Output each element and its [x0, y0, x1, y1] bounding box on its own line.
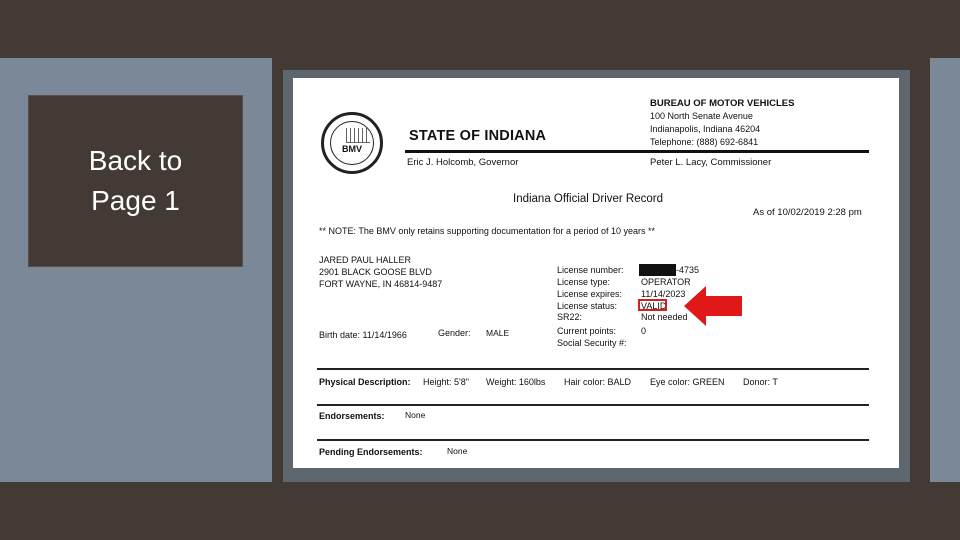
- ssn-label: Social Security #:: [557, 338, 627, 348]
- back-button-line2: Page 1: [91, 185, 180, 216]
- license-status-value: VALID: [641, 301, 667, 311]
- seal-text: BMV: [342, 144, 362, 154]
- current-points-value: 0: [641, 326, 647, 336]
- back-to-page-1-button[interactable]: [28, 95, 243, 267]
- valid-highlight-box: [638, 299, 667, 311]
- back-button-line1: Back to: [88, 145, 183, 176]
- seal-rays: [346, 128, 370, 143]
- address-line1: 100 North Senate Avenue: [650, 111, 753, 121]
- header-rule: [405, 150, 869, 153]
- donor-value: Donor: T: [743, 377, 778, 387]
- section-rule: [317, 439, 869, 441]
- driver-street: 2901 BLACK GOOSE BLVD: [319, 267, 432, 277]
- bureau-name: BUREAU OF MOTOR VEHICLES: [650, 98, 795, 109]
- section-rule: [317, 368, 869, 370]
- physical-description-label: Physical Description:: [319, 377, 411, 387]
- height-value: Height: 5'8": [423, 377, 469, 387]
- telephone: Telephone: (888) 692-6841: [650, 137, 759, 147]
- license-number-value: -4735: [676, 265, 700, 275]
- retention-note: ** NOTE: The BMV only retains supporting documentation for a period of 10 years **: [319, 226, 656, 236]
- hair-color-value: Hair color: BALD: [564, 377, 632, 387]
- birth-date: Birth date: 11/14/1966: [319, 330, 407, 340]
- state-title: STATE OF INDIANA: [409, 128, 547, 144]
- driver-name: JARED PAUL HALLER: [319, 255, 412, 265]
- top-band: [0, 0, 960, 58]
- right-panel-edge: [930, 58, 960, 482]
- governor-name: Eric J. Holcomb, Governor: [407, 157, 519, 168]
- pending-endorsements-value: None: [447, 446, 468, 456]
- bottom-band: [0, 482, 960, 540]
- license-type-label: License type:: [557, 277, 611, 287]
- sr22-value: Not needed: [641, 312, 688, 322]
- weight-value: Weight: 160lbs: [486, 377, 546, 387]
- address-line2: Indianapolis, Indiana 46204: [650, 124, 761, 134]
- redaction-bar: [639, 264, 676, 276]
- sr22-label: SR22:: [557, 312, 583, 322]
- seal-inner-ring: [330, 121, 374, 165]
- section-rule: [317, 404, 869, 406]
- endorsements-value: None: [405, 410, 426, 420]
- license-type-value: OPERATOR: [641, 277, 691, 287]
- license-status-label: License status:: [557, 301, 618, 311]
- driver-city: FORT WAYNE, IN 46814-9487: [319, 279, 443, 289]
- gender-label: Gender:: [438, 328, 471, 338]
- license-expires-label: License expires:: [557, 289, 623, 299]
- driver-record-document: [293, 78, 899, 468]
- endorsements-label: Endorsements:: [319, 411, 385, 421]
- indiana-bmv-seal-icon: [321, 112, 383, 174]
- license-number-label: License number:: [557, 265, 624, 275]
- commissioner-name: Peter L. Lacy, Commissioner: [650, 157, 772, 168]
- record-title: Indiana Official Driver Record: [513, 193, 663, 205]
- eye-color-value: Eye color: GREEN: [650, 377, 725, 387]
- license-expires-value: 11/14/2023: [641, 289, 686, 299]
- as-of-timestamp: As of 10/02/2019 2:28 pm: [753, 207, 862, 218]
- pending-endorsements-label: Pending Endorsements:: [319, 447, 423, 457]
- red-arrow-icon: [684, 284, 744, 328]
- gender-value: MALE: [486, 328, 510, 338]
- current-points-label: Current points:: [557, 326, 617, 336]
